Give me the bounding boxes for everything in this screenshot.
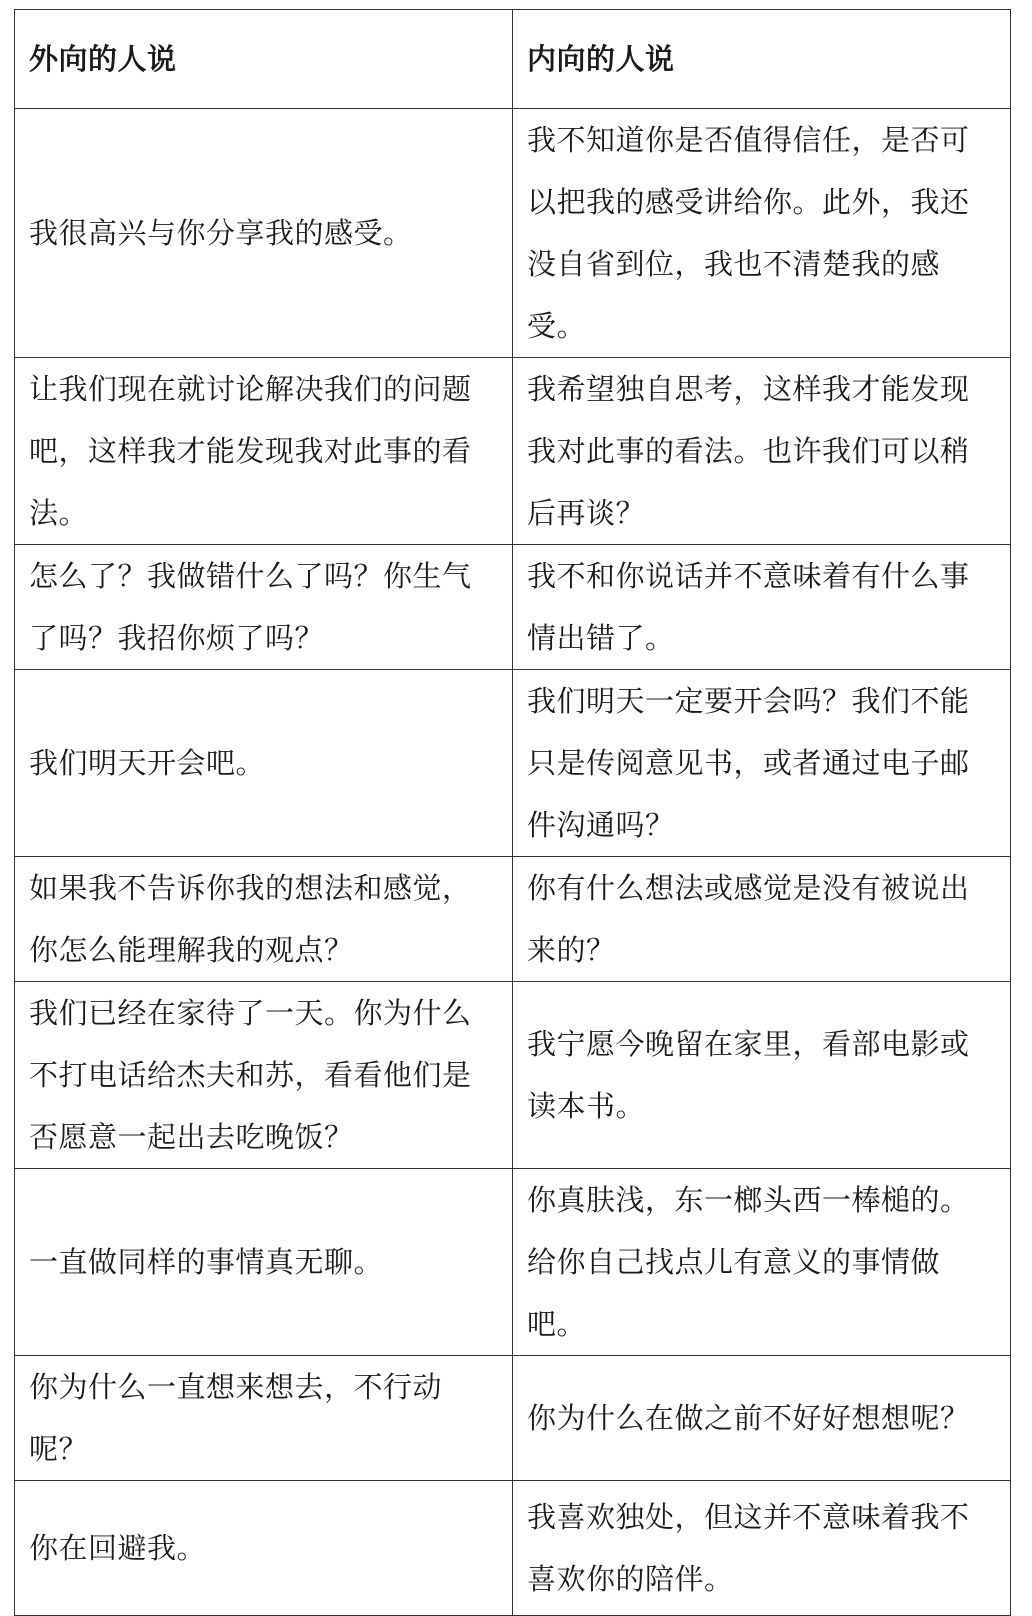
table-row: [15, 982, 1011, 1169]
table-row: [15, 857, 1011, 982]
table-row: [15, 1481, 1011, 1616]
header-extrovert: 外向的人说: [15, 10, 513, 109]
introvert-cell: 我希望独自思考，这样我才能发现我对此事的看法。也许我们可以稍后再谈？: [513, 358, 1011, 545]
introvert-cell: 我们明天一定要开会吗？我们不能只是传阅意见书，或者通过电子邮件沟通吗？: [513, 670, 1011, 857]
table-row: [15, 545, 1011, 670]
introvert-cell: 我喜欢独处，但这并不意味着我不喜欢你的陪伴。: [513, 1481, 1011, 1616]
introvert-cell: 我不和你说话并不意味着有什么事情出错了。: [513, 545, 1011, 670]
extrovert-cell: 我们已经在家待了一天。你为什么不打电话给杰夫和苏，看看他们是否愿意一起出去吃晚饭？: [15, 982, 513, 1169]
extrovert-cell: 让我们现在就讨论解决我们的问题吧，这样我才能发现我对此事的看法。: [15, 358, 513, 545]
extrovert-cell: 怎么了？我做错什么了吗？你生气了吗？我招你烦了吗？: [15, 545, 513, 670]
extrovert-cell: 如果我不告诉你我的想法和感觉，你怎么能理解我的观点？: [15, 857, 513, 982]
table-header-row: [15, 10, 1011, 109]
table-row: [15, 670, 1011, 857]
table-row: [15, 1169, 1011, 1356]
extrovert-cell: 你为什么一直想来想去，不行动呢？: [15, 1356, 513, 1481]
introvert-cell: 你为什么在做之前不好好想想呢？: [513, 1356, 1011, 1481]
table-row: [15, 358, 1011, 545]
introvert-cell: 我宁愿今晚留在家里，看部电影或读本书。: [513, 982, 1011, 1169]
extrovert-cell: 一直做同样的事情真无聊。: [15, 1169, 513, 1356]
extrovert-cell: 我们明天开会吧。: [15, 670, 513, 857]
table-row: [15, 109, 1011, 358]
header-introvert: 内向的人说: [513, 10, 1011, 109]
introvert-cell: 我不知道你是否值得信任，是否可以把我的感受讲给你。此外，我还没自省到位，我也不清楚我的感受。: [513, 109, 1011, 358]
extrovert-cell: 你在回避我。: [15, 1481, 513, 1616]
introvert-cell: 你有什么想法或感觉是没有被说出来的？: [513, 857, 1011, 982]
extrovert-cell: 我很高兴与你分享我的感受。: [15, 109, 513, 358]
table-row: [15, 1356, 1011, 1481]
introvert-cell: 你真肤浅，东一榔头西一棒槌的。给你自己找点儿有意义的事情做吧。: [513, 1169, 1011, 1356]
comparison-table: [14, 9, 1011, 1616]
